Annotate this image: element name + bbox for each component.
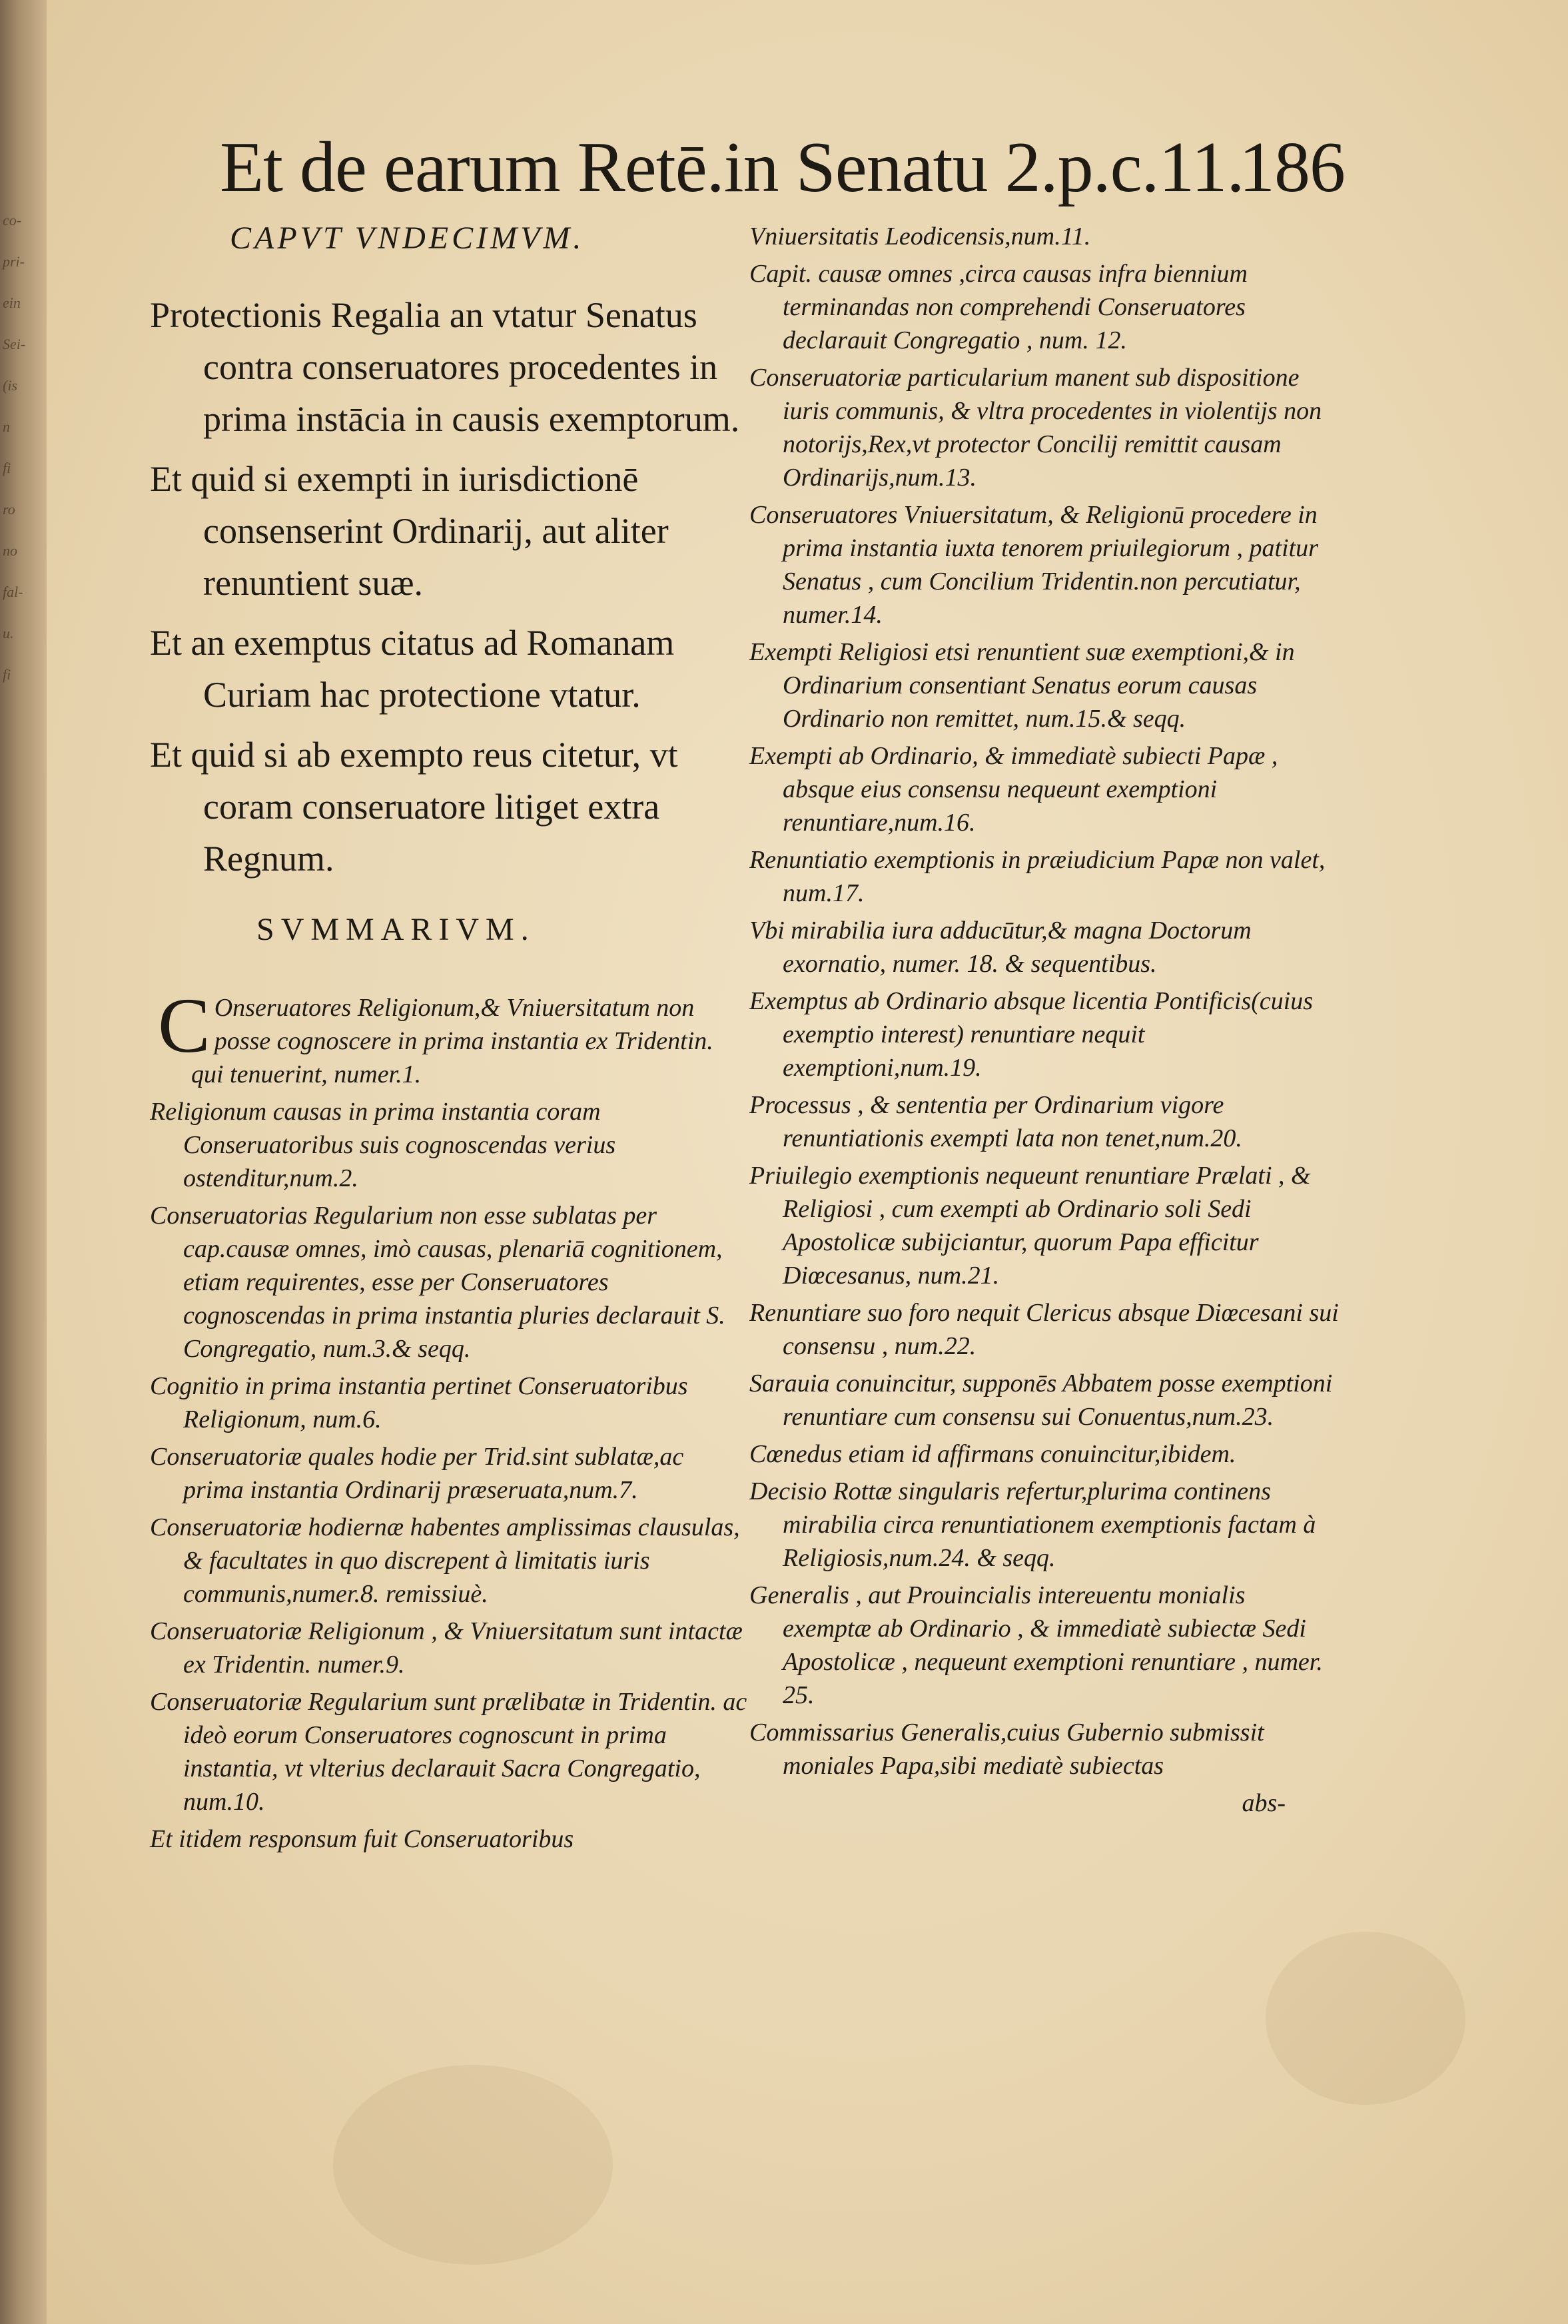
summary-entry: Decisio Rottæ singularis refertur,plurima continens mirabilia circa renuntiationem exemptionis factam à Religiosis,num.24. & seqq. bbox=[749, 1477, 1316, 1572]
binding-edge bbox=[0, 0, 47, 2324]
binding-fragment: pri- bbox=[3, 253, 25, 270]
summary-entries-right bbox=[749, 220, 1339, 1820]
binding-fragments bbox=[3, 200, 26, 1998]
summary-entry: Conseruatoriæ Religionum , & Vniuersitatum sunt intactæ ex Tridentin. numer.9. bbox=[150, 1617, 743, 1679]
page-number: 186 bbox=[1239, 128, 1345, 207]
running-head bbox=[220, 127, 1352, 213]
summary-entries-left bbox=[150, 982, 749, 1856]
summary-entry: Conseruatoriæ Regularium sunt prælibatæ in Tridentin. ac ideò eorum Conseruatores cognoscunt in prima instantia, vt vlterius declarauit Sacra Congregatio, num.10. bbox=[150, 1688, 747, 1816]
summary-entry bbox=[150, 982, 749, 1091]
binding-fragment: (is bbox=[3, 377, 17, 394]
binding-fragment: u. bbox=[3, 625, 14, 641]
summary-entry: Processus , & sententia per Ordinarium vigore renuntiationis exempti lata non tenet,num.20. bbox=[749, 1091, 1242, 1152]
binding-fragment: co- bbox=[3, 212, 22, 228]
summary-entry-text: Onseruatores Religionum,& Vniuersitatum non posse cognoscere in prima instantia ex Tridentin. qui tenuerint, numer.1. bbox=[191, 994, 713, 1088]
summary-entry: Cognitio in prima instantia pertinet Conseruatoribus Religionum, num.6. bbox=[150, 1372, 688, 1433]
summary-entry: Priuilegio exemptionis nequeunt renuntiare Prælati , & Religiosi , cum exempti ab Ordinario soli Sedi Apostolicæ subijciantur, quorum Papa efficitur Diœcesanus, num.21. bbox=[749, 1162, 1311, 1290]
summary-heading: SVMMARIVM. bbox=[256, 912, 536, 947]
summary-entry: Conseruatores Vniuersitatum, & Religionū procedere in prima instantia iuxta tenorem priuilegiorum , patitur Senatus , cum Concilium Tridentin.non percutiatur, numer.14. bbox=[749, 501, 1318, 629]
catchword: abs- bbox=[1242, 1789, 1286, 1817]
drop-cap: C bbox=[158, 982, 210, 1069]
binding-fragment: ein bbox=[3, 294, 21, 311]
binding-fragment: fi bbox=[3, 460, 11, 476]
argument-paragraph: Et quid si exempti in iurisdictionē consenserint Ordinarij, aut aliter renuntient suæ. bbox=[150, 459, 669, 603]
summary-entry: Et itidem responsum fuit Conseruatoribus bbox=[150, 1825, 574, 1853]
summary-entry: Commissarius Generalis,cuius Gubernio submissit moniales Papa,sibi mediatè subiectas bbox=[749, 1719, 1264, 1780]
chapter-heading: CAPVT VNDECIMVM. bbox=[230, 220, 585, 256]
summary-entry: Conseruatoriæ quales hodie per Trid.sint sublatæ,ac prima instantia Ordinarij præseruata,num.7. bbox=[150, 1443, 684, 1504]
summary-entry: Capit. causæ omnes ,circa causas infra biennium terminandas non comprehendi Conseruatores declarauit Congregatio , num. 12. bbox=[749, 260, 1248, 354]
summary-entry: Exemptus ab Ordinario absque licentia Pontificis(cuius exemptio interest) renuntiare nequit exemptioni,num.19. bbox=[749, 987, 1314, 1082]
summary-entry: Religionum causas in prima instantia coram Conseruatoribus suis cognoscendas verius ostenditur,num.2. bbox=[150, 1098, 616, 1192]
summary-entry: Vniuersitatis Leodicensis,num.11. bbox=[749, 222, 1091, 250]
right-column bbox=[749, 220, 1339, 1820]
summary-entry: Conseruatorias Regularium non esse sublatas per cap.causæ omnes, imò causas, plenariā cognitionem, etiam requirentes, esse per Conseruatores cognoscendas in prima instantia pluries declarauit S. Congregatio, num.3.& seqq. bbox=[150, 1202, 725, 1363]
summary-entry: Conseruatoriæ hodiernæ habentes amplissimas clausulas, & facultates in quo discrepent à limitatis iuris communis,numer.8. remissiuè. bbox=[150, 1513, 740, 1608]
summary-entry: Vbi mirabilia iura adducūtur,& magna Doctorum exornatio, numer. 18. & sequentibus. bbox=[749, 917, 1252, 978]
summary-entry: Sarauia conuincitur, supponēs Abbatem posse exemptioni renuntiare cum consensu sui Conuentus,num.23. bbox=[749, 1369, 1333, 1431]
chapter-argument bbox=[150, 289, 749, 885]
argument-paragraph: Protectionis Regalia an vtatur Senatus contra conseruatores procedentes in prima instācia in causis exemptorum. bbox=[150, 295, 740, 439]
summary-entry: Exempti Religiosi etsi renuntient suæ exemptioni,& in Ordinarium consentiant Senatus eorum causas Ordinario non remittet, num.15.& seqq. bbox=[749, 638, 1295, 733]
running-head-title: Et de earum Retē.in Senatu 2.p.c.11. bbox=[220, 128, 1244, 207]
argument-paragraph: Et quid si ab exempto reus citetur, vt coram conseruatore litiget extra Regnum. bbox=[150, 735, 678, 879]
binding-fragment: fal- bbox=[3, 583, 23, 600]
summary-entry: Renuntiatio exemptionis in præiudicium Papæ non valet, num.17. bbox=[749, 846, 1326, 907]
binding-fragment: ro bbox=[3, 501, 15, 518]
paper-stain bbox=[1266, 1932, 1465, 2105]
binding-fragment: Sei- bbox=[3, 336, 26, 352]
paper-stain bbox=[333, 2065, 613, 2265]
summary-entry: Conseruatoriæ particularium manent sub dispositione iuris communis, & vltra procedentes in violentijs non notorijs,Rex,vt protector Concilij remittit causam Ordinarijs,num.13. bbox=[749, 364, 1322, 492]
summary-entry: Renuntiare suo foro nequit Clericus absque Diœcesani sui consensu , num.22. bbox=[749, 1299, 1339, 1360]
summary-entry: Exempti ab Ordinario, & immediatè subiecti Papæ , absque eius consensu nequeunt exemptioni renuntiare,num.16. bbox=[749, 742, 1278, 837]
summary-entry: Generalis , aut Prouincialis intereuentu monialis exemptæ ab Ordinario , & immediatè subiectæ Sedi Apostolicæ , nequeunt exemptioni renuntiare , numer. 25. bbox=[749, 1581, 1323, 1709]
summary-entry: Cœnedus etiam id affirmans conuincitur,ibidem. bbox=[749, 1440, 1236, 1468]
binding-fragment: fi bbox=[3, 666, 11, 683]
binding-fragment: no bbox=[3, 542, 17, 559]
binding-fragment: n bbox=[3, 418, 10, 435]
argument-paragraph: Et an exemptus citatus ad Romanam Curiam hac protectione vtatur. bbox=[150, 623, 675, 715]
left-column bbox=[150, 220, 749, 1860]
